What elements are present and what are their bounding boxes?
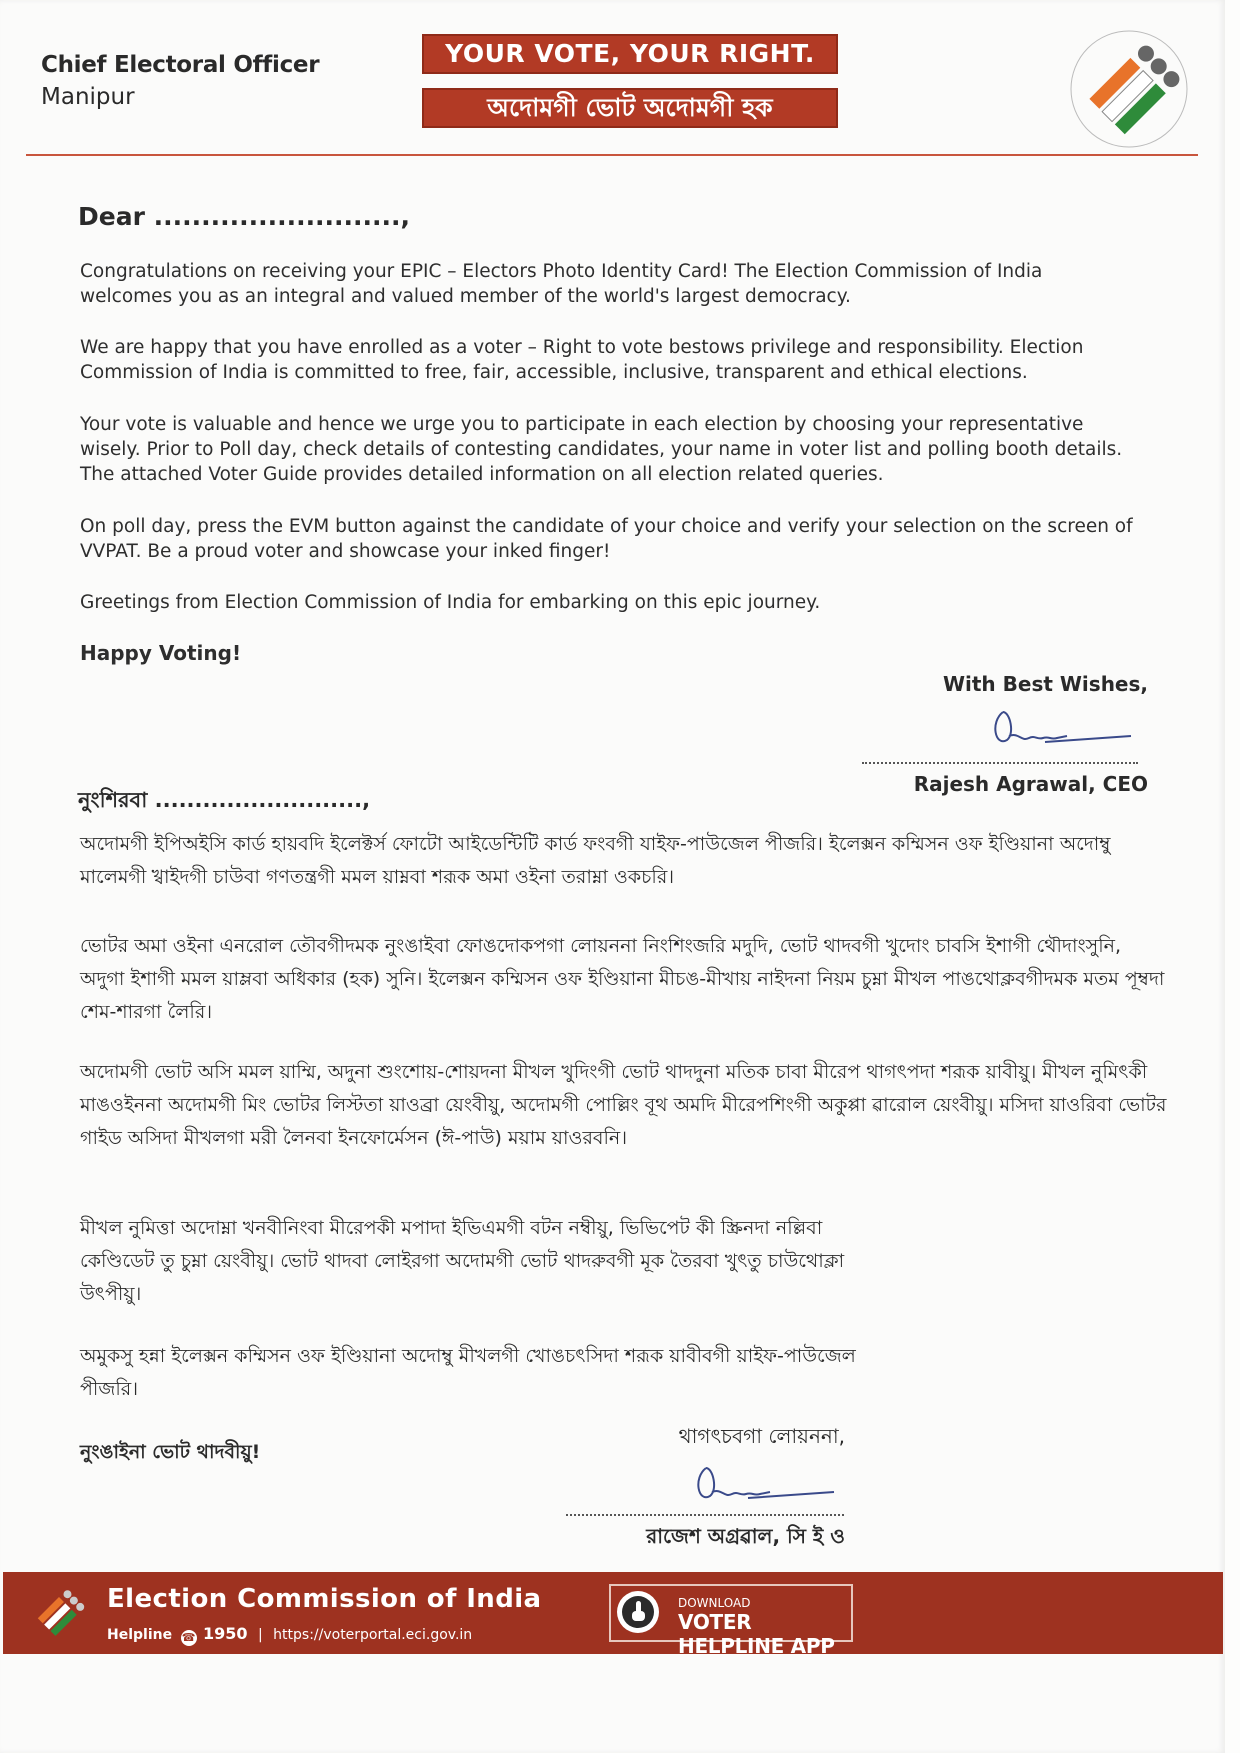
footer-contact [107,1624,472,1646]
english-closing: With Best Wishes, [942,672,1148,696]
helpline-label: Helpline [107,1627,173,1643]
office-title: Chief Electoral Officer [41,52,320,78]
manipuri-paragraph-2: ভোটর অমা ওইনা এনরোল তৌবগীদমক নুংঙাইবা ফোঙদোকপগা লোয়ননা নিংশিংজরি মদুদি, ভোট থাদবগী খুদোং চাবসি ইশাগী থৌদাংসুনি, অদুগা ইশাগী মমল য়াম্লবা অধিকার (হক) সুনি। ইলেক্সন কম্মিসন ওফ ইণ্ডিয়ানা মীচঙ-মীখায় নাইদনা নিয়ম চুম্না মীখল পাঙথোক্লবগীদমক মতম পূম্বদা শেম-শারগা লৈরি। [80,935,1165,1023]
manipuri-salutation: নুংশিরবা .........................., [78,788,371,812]
english-paragraph-1: Congratulations on receiving your EPIC – Electors Photo Identity Card! The Election Commission of India welcomes you as an integral and valued member of the world's largest democracy. [80,261,1043,307]
voter-helpline-app-button[interactable] [609,1584,853,1658]
manipuri-signature-line [566,1514,844,1516]
footer-bar [3,1572,1223,1658]
banner-english: YOUR VOTE, YOUR RIGHT. [422,34,838,74]
eci-emblem-icon [29,1584,89,1644]
banner-bengali: অদোমগী ভোট অদোমগী হক [422,88,838,128]
manipuri-paragraph-4: মীখল নুমিত্তা অদোম্না খনবীনিংবা মীরেপকী মপাদা ইভিএমগী বটন নম্বীয়ু, ভিভিপেট কী স্ক্রিনদা নল্লিবা কেণ্ডিডেট তু চুম্না য়েংবীয়ু। ভোট থাদবা লোইরগা অদোমগী ভোট থাদরুবগী মূক তৈরবা খুৎতু চাউথোক্লা উৎপীয়ু। [80,1217,845,1305]
website-link[interactable]: https://voterportal.eci.gov.in [273,1627,473,1643]
manipuri-paragraph-1: অদোমগী ইপিঅইসি কার্ড হায়বদি ইলেক্টর্স ফোটো আইডেন্টিটি কার্ড ফংবগী যাইফ-পাউজেল পীজরি। ইলেক্সন কম্মিসন ওফ ইণ্ডিয়ানা অদোম্বু মালেমগী খ্বাইদগী চাউবা গণতন্ত্রগী মমল য়াম্নবা শরূক অমা ওইনা তরাম্না ওকচরি। [80,833,1111,888]
english-paragraph-4: On poll day, press the EVM button against the candidate of your choice and verify your selection on the screen of VVPAT. Be a proud voter and showcase your inked finger! [80,516,1133,562]
app-download-label: DOWNLOAD [678,1596,751,1610]
footer-separator: | [257,1627,263,1643]
manipuri-paragraph-5: অমুকসু হন্না ইলেক্সন কম্মিসন ওফ ইণ্ডিয়ানা অদোম্বু মীখলগী খোঙচৎসিদা শরূক য়াবীবগী য়াইফ-পাউজেল পীজরি। [80,1345,856,1400]
signature-icon [985,692,1135,756]
english-paragraph-5: Greetings from Election Commission of India for embarking on this epic journey. [80,592,821,613]
eci-emblem-icon [1066,26,1192,152]
helpline-number[interactable]: 1950 [203,1624,248,1643]
english-salutation: Dear .........................., [78,202,411,231]
english-signatory: Rajesh Agrawal, CEO [913,772,1148,796]
manipuri-paragraph-3: অদোমগী ভোট অসি মমল য়াম্মি, অদুনা শুংশোয়-শোয়দনা মীখল খুদিংগী ভোট থাদদুনা মতিক চাবা মীরেপ থাগৎপদা শরূক য়াবীয়ু। মীখল নুমিৎকী মাঙওইননা অদোমগী মিং ভোটর লিস্টতা য়াওব্রা য়েংবীয়ু, অদোমগী পোল্লিং বূথ অমদি মীরেপশিংগী অকুপ্পা ৱারোল য়েংবীয়ু। মসিদা য়াওরিবা ভোটর গাইড অসিদা মীখলগা মরী লৈনবা ইনফোর্মেসন (ঈ-পাউ) ময়াম য়াওরবনি। [80,1061,1167,1149]
manipuri-closing: থাগৎচবগা লোয়ননা, [678,1424,845,1448]
english-paragraph-2: We are happy that you have enrolled as a voter – Right to vote bestows privilege and responsibility. Election Commission of India is committed to free, fair, accessible, inclusive, transparent and ethical elections. [80,337,1084,383]
footer-organization: Election Commission of India [107,1584,542,1614]
hand-touch-icon [617,1591,659,1633]
english-paragraph-3: Your vote is valuable and hence we urge you to participate in each election by choosing your representative wisely. Prior to Poll day, check details of contesting candidates, your name in voter list and polling booth details. The attached Voter Guide provides detailed information on all election related queries. [80,414,1123,485]
phone-icon: ☎ [181,1631,196,1644]
header-divider [26,154,1198,156]
office-state: Manipur [41,84,135,110]
english-signature-line [862,762,1138,764]
signature-icon [688,1448,838,1512]
english-sign-off: Happy Voting! [80,641,242,665]
app-name-label: VOTER HELPLINE APP [678,1610,835,1658]
manipuri-signatory: রাজেশ অগ্রৱাল, সি ই ও [646,1524,845,1548]
manipuri-sign-off: নুংঙাইনা ভোট থাদবীয়ু! [80,1441,261,1463]
